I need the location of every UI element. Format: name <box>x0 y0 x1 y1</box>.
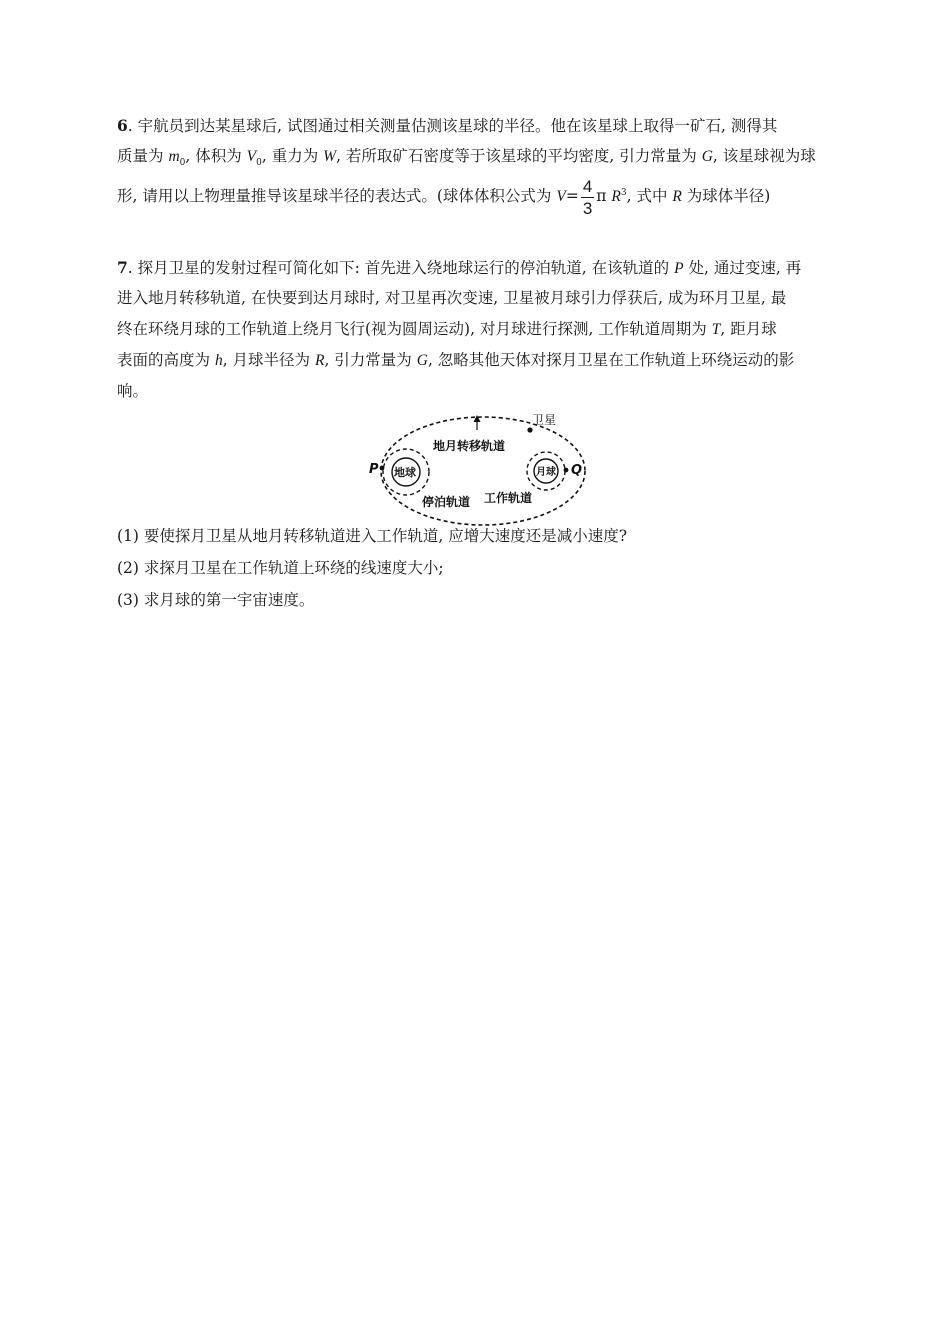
point-p-dot <box>380 466 385 471</box>
q7-line-5: 响。 <box>117 382 149 400</box>
earth-label: 地球 <box>394 466 416 479</box>
q6-line-1: 6. 宇航员到达某星球后, 试图通过相关测量估测该星球的半径。他在该星球上取得一矿石, 测得其 <box>117 116 778 135</box>
q7-subquestion-3: (3) 求月球的第一宇宙速度。 <box>117 591 315 609</box>
q7-line-3: 终在环绕月球的工作轨道上绕月飞行(视为圆周运动), 对月球进行探测, 工作轨道周期为 T, 距月球 <box>117 320 777 338</box>
q7-subquestion-1: (1) 要使探月卫星从地月转移轨道进入工作轨道, 应增大速度还是减小速度? <box>117 527 628 545</box>
satellite-dot <box>527 427 532 432</box>
satellite-label: 卫星 <box>532 413 557 427</box>
q7-line-4: 表面的高度为 h, 月球半径为 R, 引力常量为 G, 忽略其他天体对探月卫星在工作轨道上环绕运动的影 <box>117 351 795 369</box>
q7-line-1: 7. 探月卫星的发射过程可简化如下: 首先进入绕地球运行的停泊轨道, 在该轨道的 P 处, 通过变速, 再 <box>117 258 802 277</box>
q6-number: 6 <box>117 116 128 135</box>
arrow-head <box>474 415 481 422</box>
work-orbit-label: 工作轨道 <box>484 491 533 505</box>
volume-fraction: $\frac{4}{3}$ <box>582 176 593 218</box>
q7-subquestion-2: (2) 求探月卫星在工作轨道上环绕的线速度大小; <box>117 559 444 577</box>
moon-label: 月球 <box>536 467 556 478</box>
question-7 <box>117 252 835 407</box>
q6-line-2: 质量为 $m_0$, 体积为 $V_0$, 重力为 W, 若所取矿石密度等于该星球的平均密度, 引力常量为 G, 该星球视为球 <box>117 147 816 169</box>
point-p-label: P <box>369 462 379 477</box>
q6-line-3: 形, 请用以上物理量推导该星球半径的表达式。(球体体积公式为 V= $\frac{4}{3}$ π $R^3$, 式中 R 为球体半径) <box>117 176 771 218</box>
transfer-orbit-label: 地月转移轨道 <box>433 439 506 453</box>
orbit-diagram <box>366 408 588 528</box>
q7-number: 7 <box>117 258 128 277</box>
point-q-dot <box>564 468 569 473</box>
q7-line-2: 进入地月转移轨道, 在快要到达月球时, 对卫星再次变速, 卫星被月球引力俘获后, 成为环月卫星, 最 <box>117 289 787 307</box>
point-q-label: Q <box>571 463 583 478</box>
parking-orbit-label: 停泊轨道 <box>422 495 471 509</box>
question-6 <box>117 110 835 220</box>
